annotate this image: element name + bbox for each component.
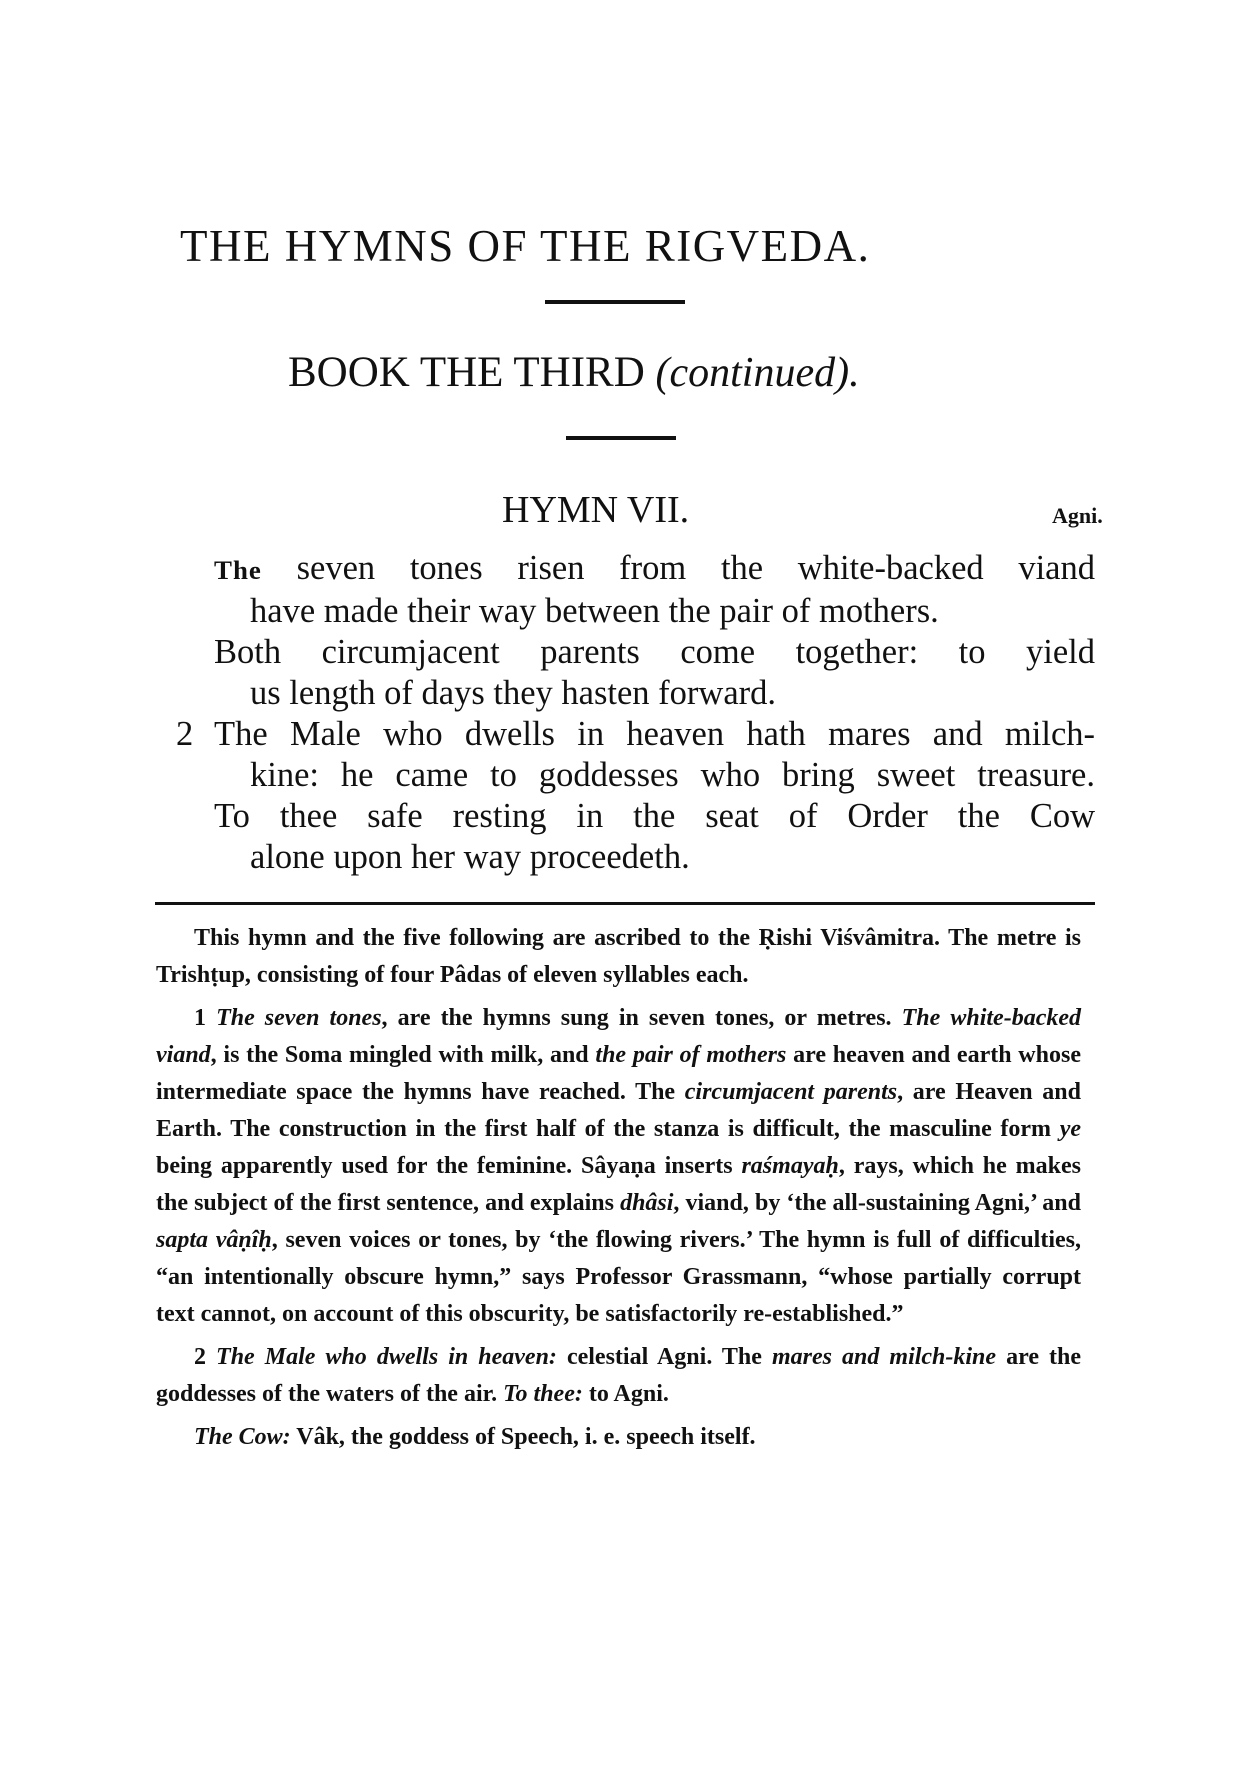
note-text: , viand, by ‘the all-sustaining Agni,’ and [673, 1190, 1081, 1216]
verse-line [170, 714, 1095, 755]
note-number: 2 [194, 1344, 206, 1370]
book-heading [288, 348, 860, 397]
verse-line: Both circumjacent parents come together: to yield [214, 633, 1095, 671]
verse-line: alone upon her way proceedeth. [250, 838, 690, 876]
note-term: The Cow: [194, 1424, 291, 1450]
note-text: , rays, which he makes the subject of the first sentence, and explains [156, 1153, 1081, 1216]
note-text: , are Heaven and Earth. The construction in the first half of the stanza is difficult, the masculine form [156, 1079, 1082, 1142]
note-term: dhâsi [620, 1190, 674, 1216]
note-term: sapta vâṇîḥ [156, 1227, 272, 1253]
note-term: raśmayaḥ [741, 1153, 839, 1179]
note-number: 1 [194, 1005, 206, 1031]
verse-initial: The [214, 555, 262, 585]
note-text: are heaven and earth whose intermediate space the hymns have reached. The [156, 1042, 1081, 1105]
verse-line: kine: he came to goddesses who bring sweet treasure. [250, 756, 1095, 794]
verse-line [170, 548, 1095, 591]
verse-block [170, 548, 1095, 878]
note-intro: This hymn and the five following are ascribed to the Ṛishi Viśvâmitra. The metre is Trishṭup, consisting of four Pâdas of eleven syllables each. [156, 925, 1081, 988]
book-heading-suffix: (continued). [655, 350, 860, 396]
verse-number: 2 [176, 715, 194, 753]
note-text: , seven voices or tones, by ‘the flowing rivers.’ The hymn is full of difficulties, “an intentionally obscure hymn,” says Professor Grassmann, “whose partially corrupt text cannot, on account of this obscurity, be satisfactorily re-established.” [156, 1227, 1082, 1327]
note-term: circumjacent parents [684, 1079, 898, 1105]
note-text: Vâk, the goddess of Speech, i. e. speech itself. [290, 1424, 756, 1450]
note-term: The white-backed viand [156, 1005, 1081, 1068]
title-rule [545, 300, 685, 304]
note-term: The seven tones [216, 1005, 382, 1031]
note-text: being apparently used for the feminine. Sâyaṇa inserts [156, 1153, 742, 1179]
note-text: , is the Soma mingled with milk, and [210, 1042, 596, 1068]
note-text: , are the hymns sung in seven tones, or metres. [381, 1005, 902, 1031]
note-term: The Male who dwells in heaven: [216, 1344, 557, 1370]
book-rule [566, 436, 676, 440]
note-term: To thee: [503, 1381, 583, 1407]
hymn-heading: HYMN VII. [502, 489, 690, 531]
footnotes [156, 920, 1081, 1456]
verse-text: The Male who dwells in heaven hath mares and milch- [214, 715, 1095, 753]
verse-line: us length of days they hasten forward. [250, 674, 776, 712]
note-3 [156, 1419, 1081, 1456]
note-term: the pair of mothers [595, 1042, 787, 1068]
note-text: are the goddesses of the waters of the air. [156, 1344, 1082, 1407]
note-2 [156, 1339, 1081, 1413]
book-heading-text: BOOK THE THIRD [288, 349, 645, 396]
note-term: mares and milch-kine [771, 1344, 997, 1370]
note-1 [156, 1000, 1081, 1333]
page-title: THE HYMNS OF THE RIGVEDA. [180, 221, 871, 271]
verse-line: have made their way between the pair of mothers. [250, 592, 939, 630]
deity-label: Agni. [1052, 503, 1103, 528]
note-text: to Agni. [582, 1381, 669, 1407]
verse-line: To thee safe resting in the seat of Order the Cow [214, 797, 1095, 835]
footnote-rule [155, 902, 1095, 905]
note-text: celestial Agni. The [556, 1344, 772, 1370]
verse-text: seven tones risen from the white-backed viand [261, 549, 1095, 587]
note-term: ye [1059, 1116, 1081, 1142]
